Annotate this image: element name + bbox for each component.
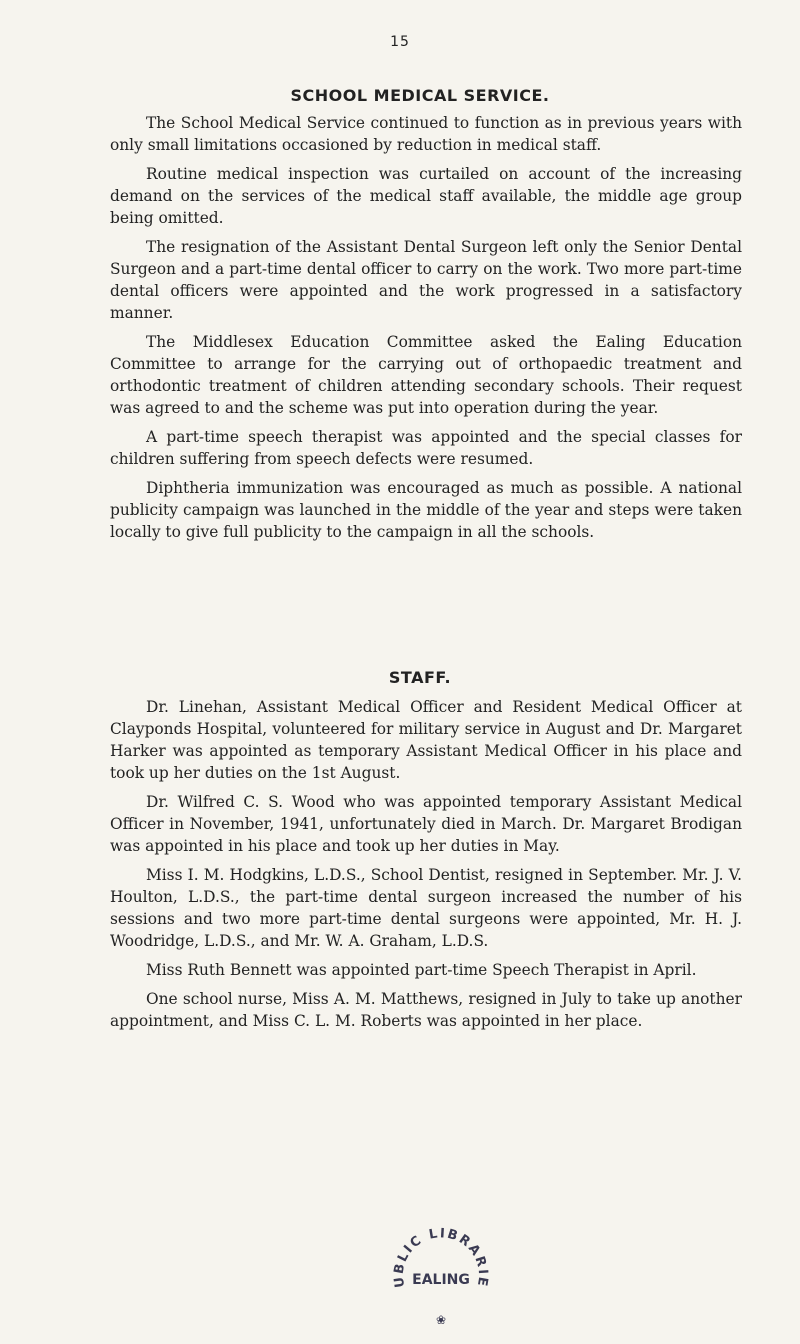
svg-text:PUBLIC LIBRARIES: UBLIC LIBRARIE <box>391 1226 491 1289</box>
paragraph: The Middlesex Education Committee asked the Ealing Education Committee to arrange for the carrying out of orthopaedic treatment and orthodontic treatment of children attending secondary schools. Their request was agreed to and the scheme was put into operation during the year. <box>110 333 742 417</box>
paragraph: The School Medical Service continued to function as in previous years with only small limitations occasioned by reduction in medical staff. <box>110 114 742 154</box>
paragraph: Diphtheria immunization was encouraged as much as possible. A national publicity campaign was launched in the middle of the year and steps were taken locally to give full publicity to the campaign in all the schools. <box>110 479 742 541</box>
library-stamp <box>386 1222 496 1332</box>
svg-text:❀: ❀ <box>435 1313 447 1327</box>
section-heading-school-medical-service: SCHOOL MEDICAL SERVICE. <box>290 86 550 105</box>
paragraph: Dr. Wilfred C. S. Wood who was appointed temporary Assistant Medical Officer in November, 1941, unfortunately died in March. Dr. Margaret Brodigan was appointed in his place and took up her duties in May. <box>110 793 742 855</box>
page-number: 15 <box>390 34 410 50</box>
paragraph: Routine medical inspection was curtailed on account of the increasing demand on the services of the medical staff available, the middle age group being omitted. <box>110 165 742 227</box>
paragraph: The resignation of the Assistant Dental Surgeon left only the Senior Dental Surgeon and a part-time dental officer to carry on the work. Two more part-time dental officers were appointed and the work progressed in a satisfactory manner. <box>110 238 742 322</box>
paragraph: One school nurse, Miss A. M. Matthews, resigned in July to take up another appointment, and Miss C. L. M. Roberts was appointed in her place. <box>110 990 742 1030</box>
staff-section <box>110 696 742 1039</box>
svg-text:EALING: EALING <box>412 1272 470 1288</box>
paragraph: Dr. Linehan, Assistant Medical Officer and Resident Medical Officer at Clayponds Hospital, volunteered for military service in August and Dr. Margaret Harker was appointed as temporary Assistant Medical Officer in his place and took up her duties on the 1st August. <box>110 698 742 782</box>
paragraph: Miss Ruth Bennett was appointed part-time Speech Therapist in April. <box>146 961 697 979</box>
school-medical-service-section <box>110 112 742 550</box>
paragraph: A part-time speech therapist was appointed and the special classes for children suffering from speech defects were resumed. <box>110 428 742 468</box>
paragraph: Miss I. M. Hodgkins, L.D.S., School Dentist, resigned in September. Mr. J. V. Houlton, L.D.S., the part-time dental surgeon increased the number of his sessions and two more part-time dental surgeons were appointed, Mr. H. J. Woodridge, L.D.S., and Mr. W. A. Graham, L.D.S. <box>110 866 742 950</box>
library-stamp-icon <box>386 1222 496 1332</box>
section-heading-staff: STAFF. <box>388 668 452 687</box>
